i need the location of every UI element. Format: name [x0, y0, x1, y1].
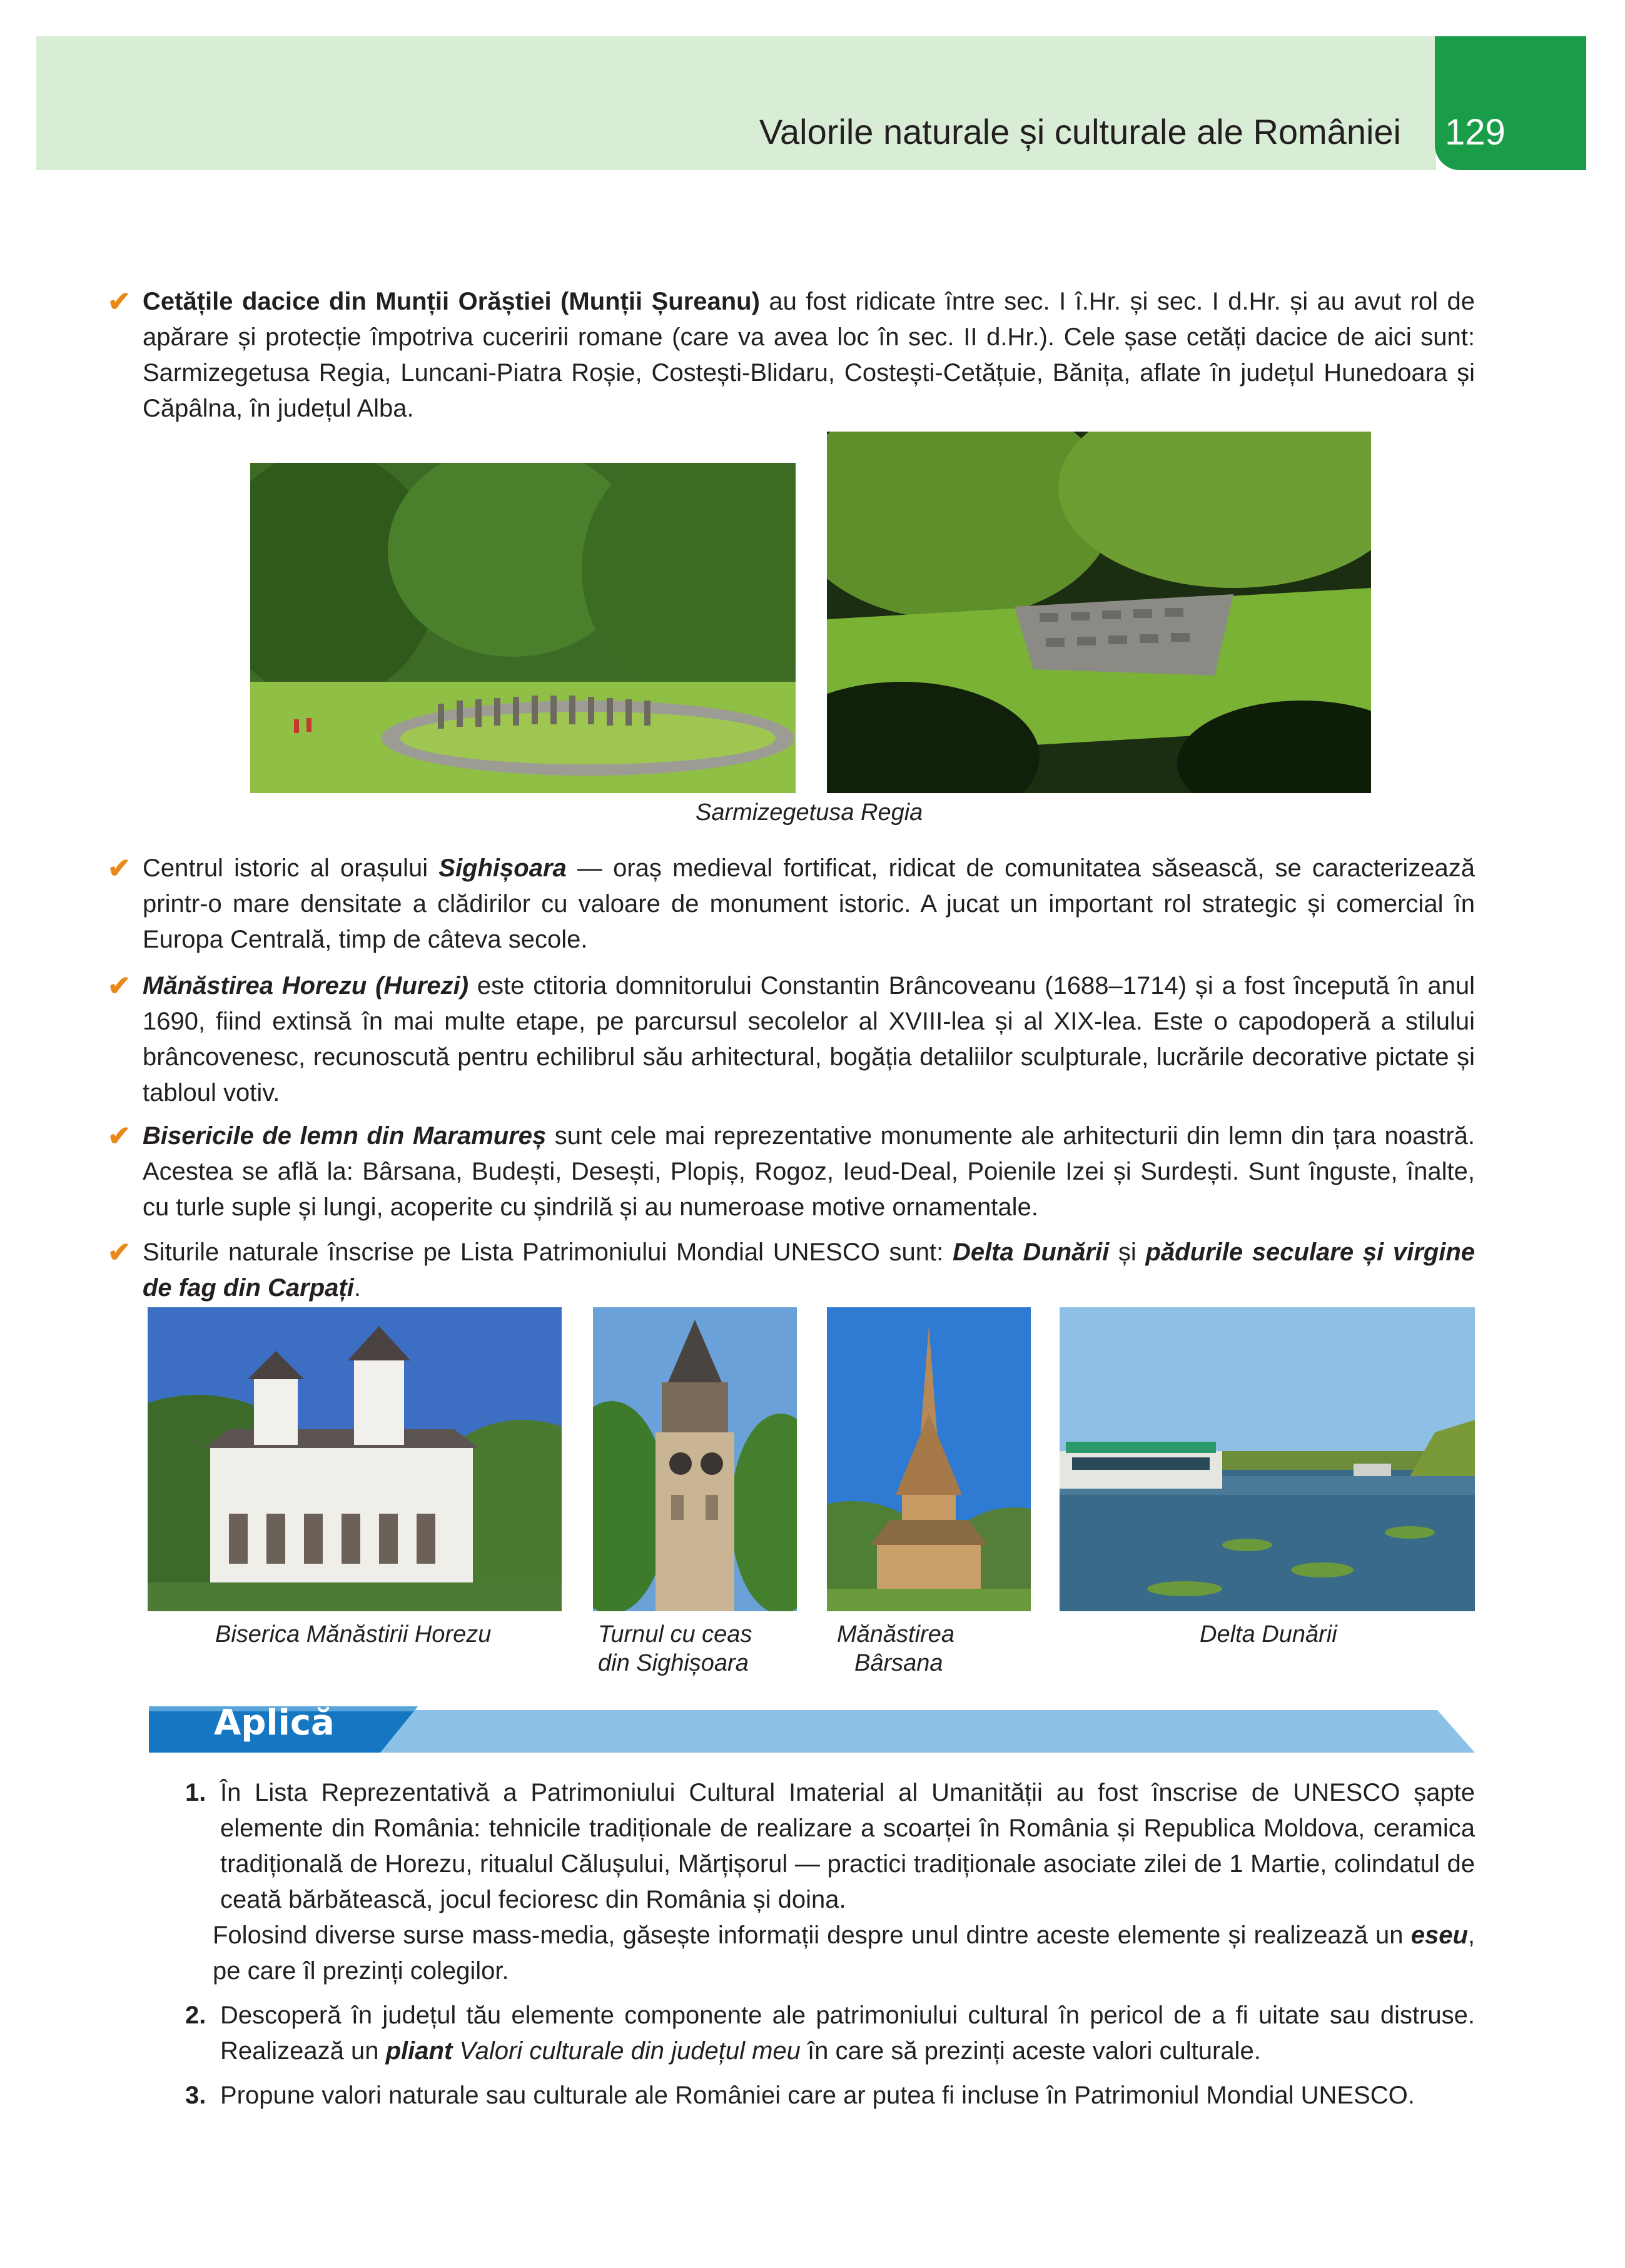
task-text: Descoperă în județul tău elemente componente ale patrimoniului cultural în pericol de a fi uitate sau distruse. Realizează un: [220, 2002, 1475, 2065]
bullet-text: .: [353, 1274, 361, 1302]
checkmark-icon: ✔: [108, 1121, 131, 1152]
task-text: [452, 2037, 459, 2065]
task-emphasis: pliant: [385, 2037, 453, 2065]
bullet-horezu: [108, 968, 1475, 1111]
caption-barsana-line1: Mănăstirea: [837, 1621, 954, 1648]
photo-sarmizegetusa-sanctuary: [250, 463, 796, 793]
bullet-text: și: [1109, 1238, 1146, 1266]
task-1: [185, 1775, 1475, 1918]
bullet-sighisoara: [108, 851, 1475, 958]
caption-sarmizegetusa: Sarmizegetusa Regia: [696, 799, 923, 826]
task-number: 3.: [185, 2082, 206, 2109]
photo-horezu-church: [148, 1307, 562, 1611]
bullet-emphasis: pădurile seculare și virgine de fag din Carpați: [143, 1238, 1476, 1302]
bullet-bold-lead: Cetățile dacice din Munții Orăștiei (Munții Șureanu): [143, 288, 760, 315]
caption-turnul-line2: din Sighișoara: [598, 1650, 749, 1676]
bullet-text: Centrul istoric al orașului: [143, 854, 439, 882]
bullet-text: sunt cele mai reprezentative monumente ale arhitecturii din lemn din țara noastră. Acestea se află la: Bârsana, Budești, Desești, Plopiș, Rogoz, Ieud-Deal, Poienile Izei și Surdești. Sunt înguste, înalte, cu turle suple și lungi, acoperite cu șindrilă și au numeroase motive ornamentale.: [143, 1122, 1475, 1221]
checkmark-icon: ✔: [108, 971, 131, 1001]
task-text: , pe care îl prezinți colegilor.: [213, 1921, 1475, 1985]
bullet-emphasis: Delta Dunării: [952, 1238, 1110, 1266]
task-number: 2.: [185, 2002, 206, 2029]
task-italic: Valori culturale din județul meu: [459, 2037, 801, 2065]
bullet-biserici-maramures: [108, 1118, 1475, 1225]
chapter-title: Valorile naturale și culturale ale României: [759, 112, 1401, 151]
aplica-title: Aplică: [214, 1703, 335, 1743]
checkmark-icon: ✔: [108, 286, 131, 317]
photo-sarmizegetusa-forest: [827, 432, 1371, 793]
caption-delta: Delta Dunării: [1200, 1621, 1337, 1648]
task-2: [185, 1998, 1475, 2069]
checkmark-icon: ✔: [108, 1237, 131, 1268]
bullet-emphasis: Sighișoara: [438, 854, 567, 882]
page-number: 129: [1445, 112, 1506, 153]
caption-turnul-line1: Turnul cu ceas: [598, 1621, 752, 1648]
task-text: în care să prezinți aceste valori culturale.: [800, 2037, 1261, 2065]
photo-sighisoara-clock-tower: [593, 1307, 797, 1611]
bullet-text: este ctitoria domnitorului Constantin Brâncoveanu (1688–1714) și a fost începută în anul 1690, fiind extinsă în mai multe etape, pe parcursul secolelor al XVIII-lea și al XIX-lea. Este o capodoperă a stilului brâncovenesc, recunoscută pentru echilibrul său arhitectural, bogăția detaliilor sculpturale, lucrările decorative pictate și tabloul votiv.: [143, 972, 1475, 1106]
bullet-text: au fost ridicate între sec. I î.Hr. și sec. I d.Hr. și au avut rol de apărare și protecție împotriva cuceririi romane (care va avea loc în sec. II d.Hr.). Cele șase cetăți dacice de aici sunt: Sarmizegetusa Regia, Luncani-Piatra Roșie, Costești-Blidaru, Costești-Cetățuie, Bănița, aflate în județul Hunedoara și Căpâlna, în județul Alba.: [143, 288, 1476, 422]
task-text: Folosind diverse surse mass-media, găsește informații despre unul dintre aceste elemente și realizează un: [213, 1921, 1411, 1949]
photo-delta-dunarii: [1060, 1307, 1475, 1611]
photo-barsana-monastery: [827, 1307, 1031, 1611]
bullet-situri-naturale: [108, 1235, 1476, 1306]
bullet-emphasis: Bisericile de lemn din Maramureș: [143, 1122, 547, 1150]
caption-barsana-line2: Bârsana: [854, 1650, 943, 1676]
task-text: În Lista Reprezentativă a Patrimoniului Cultural Imaterial al Umanității au fost înscrise de UNESCO șapte elemente din România: tehnicile tradiționale de realizare a scoarței în România și Republica Moldova, ceramica tradițională de Horezu, ritualul Călușului, Mărțișorul — practici tradiționale asociate zilei de 1 Martie, colindatul de ceată bărbătească, jocul fecioresc din România și doina.: [220, 1779, 1475, 1913]
checkmark-icon: ✔: [108, 853, 131, 884]
bullet-cetati-dacice: [108, 284, 1476, 427]
bullet-emphasis: Mănăstirea Horezu (Hurezi): [143, 972, 469, 1000]
caption-horezu: Biserica Mănăstirii Horezu: [215, 1621, 492, 1648]
task-3: [185, 2078, 1475, 2114]
task-text: Propune valori naturale sau culturale ale României care ar putea fi incluse în Patrimoniul Mondial UNESCO.: [220, 2082, 1415, 2109]
task-emphasis: eseu: [1410, 1921, 1468, 1949]
task-1-followup: [213, 1918, 1475, 1989]
aplica-section-bar: [149, 1706, 1475, 1753]
task-number: 1.: [185, 1779, 206, 1806]
bullet-text: Siturile naturale înscrise pe Lista Patrimoniului Mondial UNESCO sunt:: [143, 1238, 953, 1266]
bullet-text: — oraș medieval fortificat, ridicat de comunitatea săsească, se caracterizează printr-o mare densitate a clădirilor cu valoare de monument istoric. A jucat un important rol strategic și comercial în Europa Centrală, timp de câteva secole.: [143, 854, 1475, 953]
